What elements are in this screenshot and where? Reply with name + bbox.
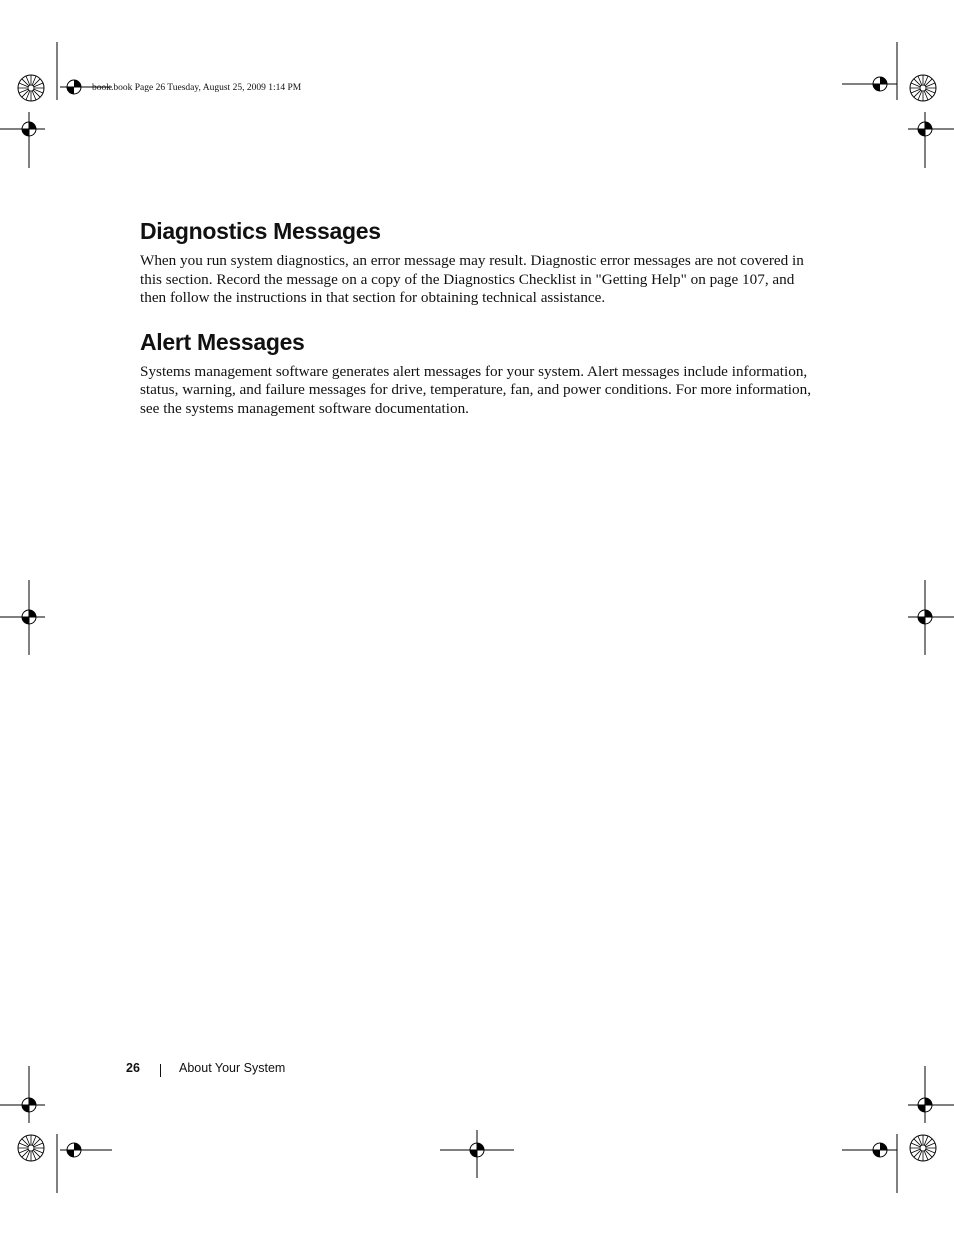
page-footer (126, 1061, 286, 1075)
main-content (140, 215, 820, 418)
print-slug: book.book Page 26 Tuesday, August 25, 2009 1:14 PM (92, 83, 302, 93)
footer-section-title: About Your System (179, 1061, 286, 1075)
section-heading-diagnostics: Diagnostics Messages (140, 218, 381, 244)
section-heading-alert: Alert Messages (140, 328, 305, 355)
page-number: 26 (126, 1061, 140, 1075)
footer-divider (160, 1064, 161, 1077)
section-body-diagnostics: When you run system diagnostics, an error message may result. Diagnostic error messages are not covered in this section. Record the message on a copy of the Diagnostics Checklist in "Getting Help" on page 107, and then follow the instructions in that section for obtaining technical assistance. (140, 252, 804, 306)
section-body-alert: Systems management software generates alert messages for your system. Alert messages include information, status, warning, and failure messages for drive, temperature, fan, and power conditions. For more information, see the systems management software documentation. (140, 362, 812, 417)
